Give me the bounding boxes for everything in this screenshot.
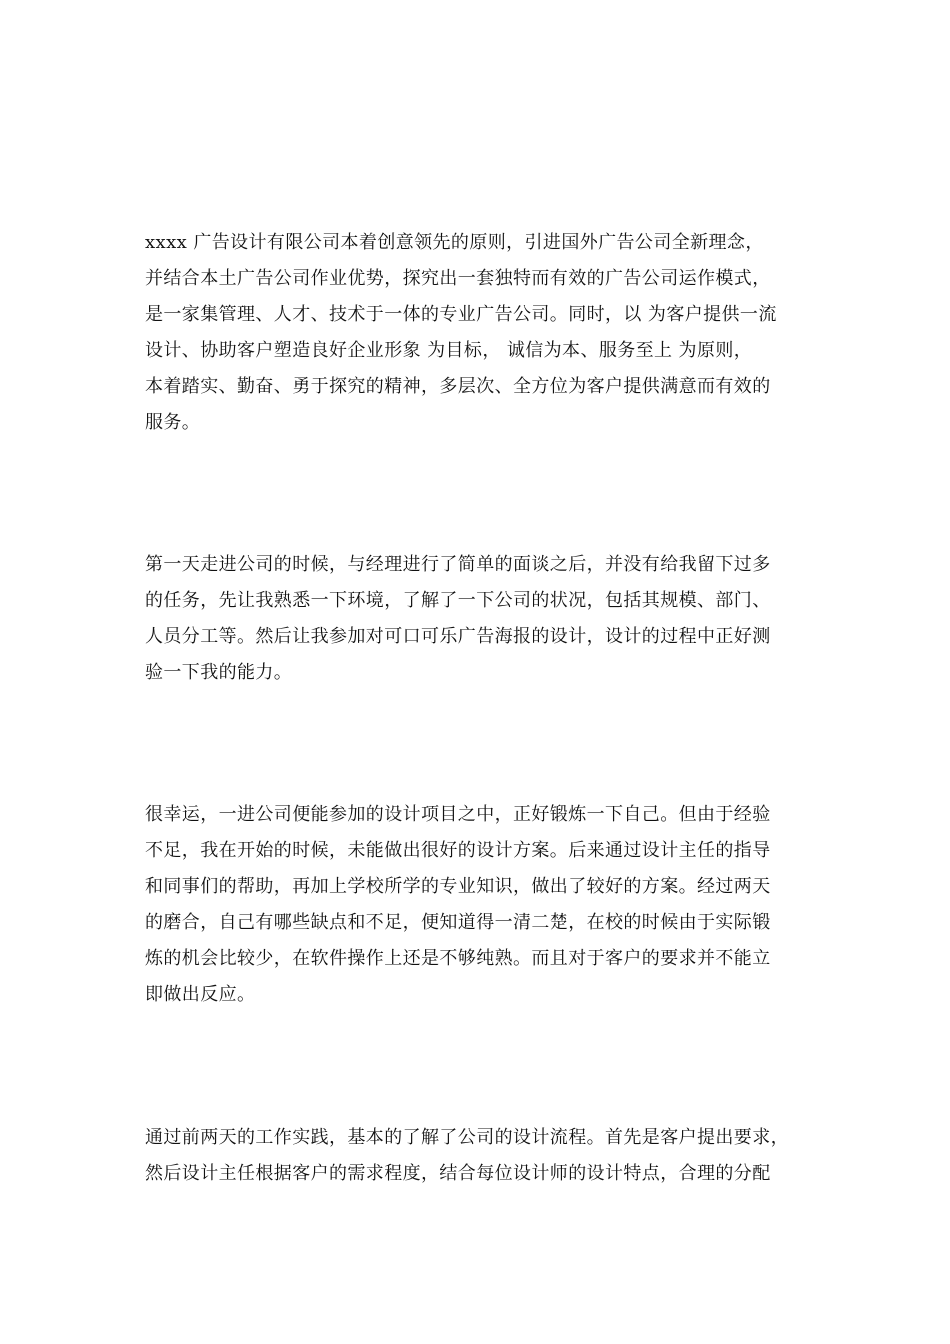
text-line: 本着踏实、勤奋、勇于探究的精神，多层次、全方位为客户提供满意而有效的: [145, 376, 771, 397]
text-line: 很幸运，一进公司便能参加的设计项目之中，正好锻炼一下自己。但由于经验: [145, 804, 771, 825]
text-line: 人员分工等。然后让我参加对可口可乐广告海报的设计，设计的过程中正好测: [145, 626, 771, 647]
paragraph-design-process: [145, 1120, 815, 1192]
text-line: 不足，我在开始的时候，未能做出很好的设计方案。后来通过设计主任的指导: [145, 840, 771, 861]
text-line: 并结合本土广告公司作业优势，探究出一套独特而有效的广告公司运作模式，: [145, 268, 771, 289]
text-line: 设计、协助客户塑造良好企业形象 为目标， 诚信为本、服务至上 为原则，: [145, 340, 753, 361]
text-line: 的磨合，自己有哪些缺点和不足，便知道得一清二楚，在校的时候由于实际锻: [145, 912, 771, 933]
text-line: 是一家集管理、人才、技术于一体的专业广告公司。同时，以 为客户提供一流: [145, 304, 777, 325]
text-line: 通过前两天的工作实践，基本的了解了公司的设计流程。首先是客户提出要求，: [145, 1127, 789, 1148]
paragraph-first-day: [145, 547, 815, 691]
text-line: xxxx 广告设计有限公司本着创意领先的原则，引进国外广告公司全新理念，: [145, 232, 764, 253]
paragraph-project-experience: [145, 797, 815, 1013]
paragraph-company-intro: [145, 225, 815, 441]
text-line: 和同事们的帮助，再加上学校所学的专业知识，做出了较好的方案。经过两天: [145, 876, 771, 897]
text-line: 炼的机会比较少，在软件操作上还是不够纯熟。而且对于客户的要求并不能立: [145, 948, 771, 969]
text-line: 第一天走进公司的时候，与经理进行了简单的面谈之后，并没有给我留下过多: [145, 554, 771, 575]
text-line: 即做出反应。: [145, 984, 256, 1005]
text-line: 服务。: [145, 412, 201, 433]
text-line: 的任务，先让我熟悉一下环境，了解了一下公司的状况，包括其规模、部门、: [145, 590, 771, 611]
text-line: 然后设计主任根据客户的需求程度，结合每位设计师的设计特点，合理的分配: [145, 1163, 771, 1184]
text-line: 验一下我的能力。: [145, 662, 293, 683]
